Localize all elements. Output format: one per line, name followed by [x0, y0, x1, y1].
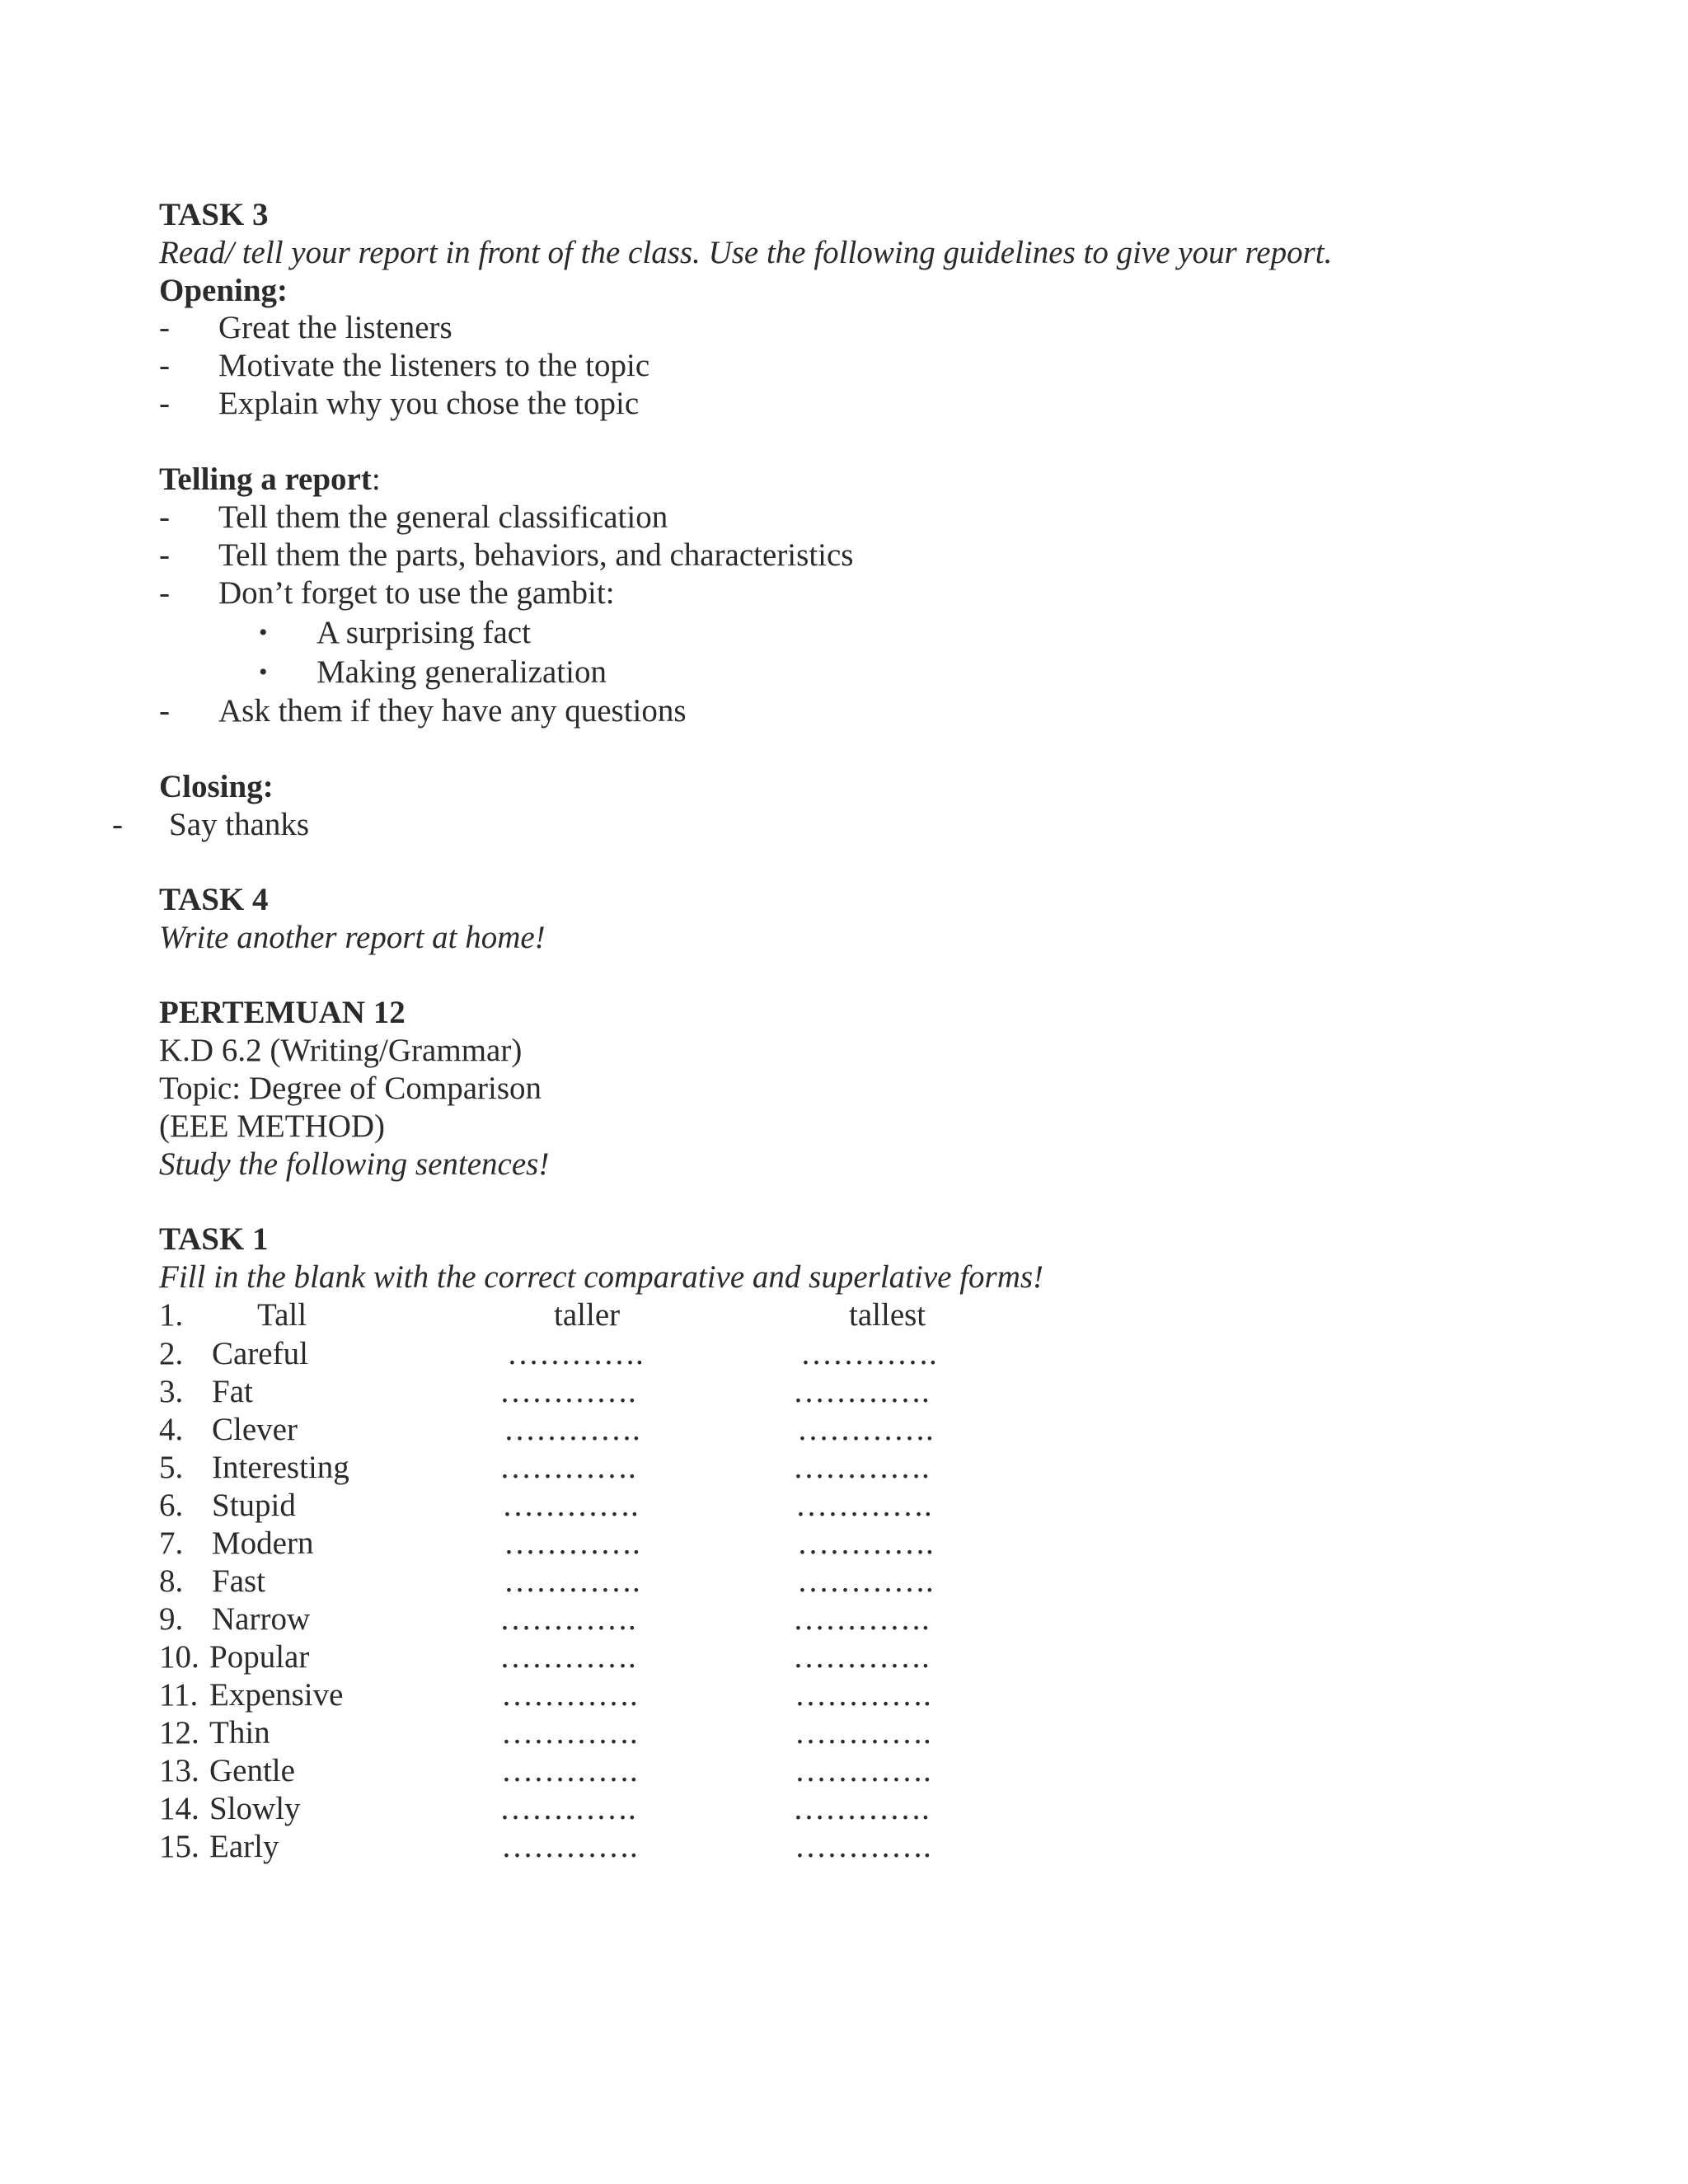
row-comparative: …………. — [501, 1677, 638, 1713]
row-comparative: …………. — [499, 1374, 636, 1409]
row-comparative: …………. — [504, 1526, 640, 1561]
list-item-text: Tell them the parts, behaviors, and characteristics — [218, 537, 854, 573]
row-comparative: …………. — [499, 1601, 636, 1637]
task1-instruction: Fill in the blank with the correct comparative and superlative forms! — [159, 1259, 1044, 1295]
meeting-study: Study the following sentences! — [159, 1146, 550, 1182]
list-item-text: Making generalization — [316, 654, 607, 690]
row-number: 8. — [159, 1563, 184, 1599]
row-comparative: …………. — [502, 1488, 639, 1523]
dash-marker: - — [159, 537, 170, 573]
row-word: Tall — [257, 1297, 307, 1333]
row-superlative: tallest — [849, 1297, 926, 1333]
meeting-heading: PERTEMUAN 12 — [159, 995, 406, 1030]
row-word: Stupid — [212, 1488, 296, 1523]
row-number: 5. — [159, 1450, 184, 1485]
row-comparative: …………. — [499, 1639, 636, 1675]
row-superlative: …………. — [795, 1715, 931, 1750]
row-number: 4. — [159, 1412, 184, 1447]
row-number: 15. — [159, 1829, 199, 1864]
meeting-method: (EEE METHOD) — [159, 1108, 386, 1144]
row-word: Careful — [212, 1336, 308, 1371]
row-superlative: …………. — [800, 1336, 937, 1371]
dash-marker: - — [159, 310, 170, 345]
row-word: Clever — [212, 1412, 298, 1447]
row-number: 13. — [159, 1753, 199, 1788]
row-comparative: …………. — [504, 1563, 640, 1599]
task4-heading: TASK 4 — [159, 882, 269, 917]
closing-heading: Closing: — [159, 769, 274, 804]
list-item-text: A surprising fact — [316, 615, 531, 650]
row-word: Popular — [209, 1639, 310, 1675]
dash-marker: - — [159, 499, 170, 535]
row-superlative: …………. — [793, 1450, 930, 1485]
list-item-text: Don’t forget to use the gambit: — [218, 575, 615, 611]
row-comparative: …………. — [499, 1791, 636, 1826]
bullet-marker: • — [259, 619, 268, 646]
row-comparative: taller — [554, 1297, 621, 1333]
list-item-text: Great the listeners — [218, 310, 452, 345]
row-word: Thin — [209, 1715, 270, 1750]
row-number: 10. — [159, 1639, 199, 1675]
telling-colon: : — [371, 462, 381, 497]
row-superlative: …………. — [795, 1488, 932, 1523]
task3-instruction: Read/ tell your report in front of the class. Use the following guidelines to give your report. — [159, 235, 1333, 270]
row-superlative: …………. — [795, 1829, 931, 1864]
list-item-text: Motivate the listeners to the topic — [218, 348, 650, 383]
row-word: Interesting — [212, 1450, 349, 1485]
row-number: 1. — [159, 1297, 184, 1333]
dash-marker: - — [112, 807, 123, 842]
row-number: 14. — [159, 1791, 199, 1826]
opening-heading: Opening: — [159, 273, 288, 308]
row-word: Expensive — [209, 1677, 344, 1713]
row-comparative: …………. — [507, 1336, 644, 1371]
row-comparative: …………. — [501, 1829, 638, 1864]
row-word: Gentle — [209, 1753, 295, 1788]
meeting-kd: K.D 6.2 (Writing/Grammar) — [159, 1033, 523, 1068]
row-word: Fat — [212, 1374, 253, 1409]
row-comparative: …………. — [504, 1412, 640, 1447]
row-number: 3. — [159, 1374, 184, 1409]
row-superlative: …………. — [797, 1412, 934, 1447]
row-superlative: …………. — [797, 1526, 934, 1561]
row-word: Early — [209, 1829, 279, 1864]
telling-heading-line — [159, 461, 381, 499]
row-superlative: …………. — [793, 1639, 930, 1675]
row-superlative: …………. — [793, 1791, 930, 1826]
task1-heading: TASK 1 — [159, 1221, 269, 1257]
task4-instruction: Write another report at home! — [159, 920, 546, 955]
row-comparative: …………. — [501, 1753, 638, 1788]
bullet-marker: • — [259, 658, 268, 686]
row-word: Slowly — [209, 1791, 301, 1826]
row-superlative: …………. — [795, 1753, 931, 1788]
row-number: 7. — [159, 1526, 184, 1561]
list-item-text: Say thanks — [169, 807, 310, 842]
row-number: 6. — [159, 1488, 184, 1523]
dash-marker: - — [159, 348, 170, 383]
row-number: 11. — [159, 1677, 199, 1713]
row-word: Modern — [212, 1526, 314, 1561]
telling-heading: Telling a report — [159, 462, 372, 497]
row-superlative: …………. — [793, 1601, 930, 1637]
list-item-text: Explain why you chose the topic — [218, 386, 640, 421]
row-word: Narrow — [212, 1601, 311, 1637]
task3-heading: TASK 3 — [159, 197, 269, 232]
row-superlative: …………. — [797, 1563, 934, 1599]
list-item-text: Tell them the general classification — [218, 499, 668, 535]
list-item-text: Ask them if they have any questions — [218, 693, 687, 729]
dash-marker: - — [159, 575, 170, 611]
row-superlative: …………. — [795, 1677, 931, 1713]
row-comparative: …………. — [501, 1715, 638, 1750]
row-number: 2. — [159, 1336, 184, 1371]
dash-marker: - — [159, 693, 170, 729]
row-superlative: …………. — [793, 1374, 930, 1409]
row-comparative: …………. — [499, 1450, 636, 1485]
row-number: 12. — [159, 1715, 199, 1750]
row-number: 9. — [159, 1601, 184, 1637]
dash-marker: - — [159, 386, 170, 421]
meeting-topic: Topic: Degree of Comparison — [159, 1071, 542, 1106]
row-word: Fast — [212, 1563, 266, 1599]
